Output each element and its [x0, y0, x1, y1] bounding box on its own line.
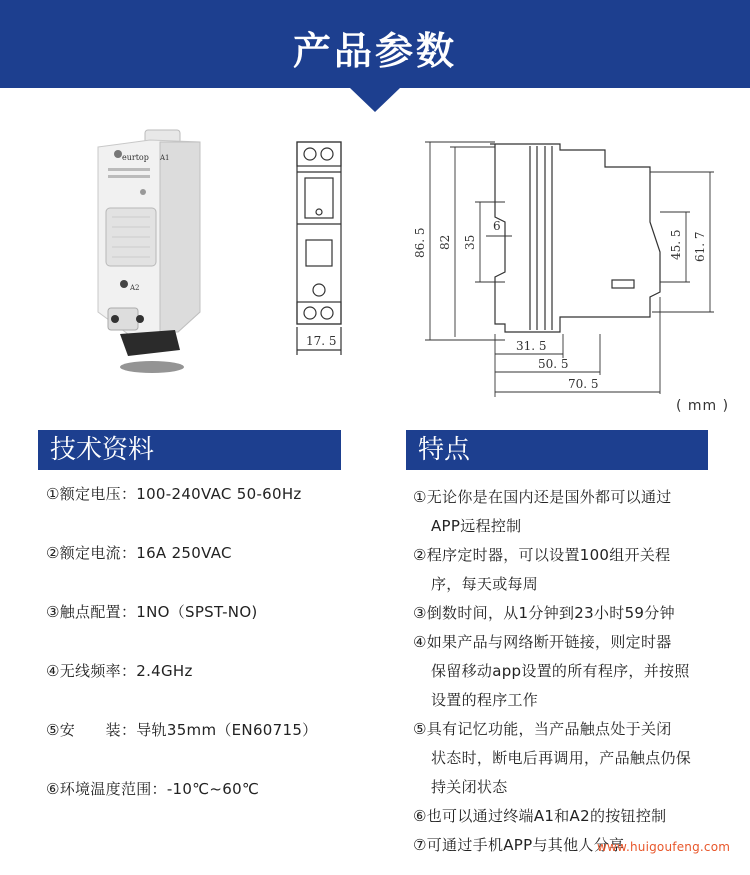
dim-depth-3: 70. 5 — [568, 377, 599, 391]
feature-item — [413, 599, 743, 628]
header-banner — [0, 0, 750, 88]
features-heading: 特点 — [406, 430, 708, 470]
dim-top-height: 61. 7 — [693, 231, 707, 262]
tech-heading: 技术资料 — [38, 430, 341, 470]
feature-line: ④如果产品与网络断开链接，则定时器 — [413, 633, 672, 651]
side-view — [490, 144, 660, 332]
product-brand: eurtop — [122, 153, 149, 162]
feature-item — [413, 715, 743, 802]
feature-line: APP远程控制 — [431, 517, 522, 535]
feature-line: ⑦可通过手机APP与其他人分享 — [413, 836, 625, 854]
feature-item — [413, 802, 743, 831]
front-width-label: 17. 5 — [306, 334, 337, 348]
feature-list — [413, 483, 743, 860]
dim-rail-height: 35 — [463, 234, 477, 250]
dim-depth-2: 50. 5 — [538, 357, 569, 371]
unit-label: ( mm ) — [676, 398, 730, 414]
feature-line: ②程序定时器，可以设置100组开关程 — [413, 546, 671, 564]
dimension-lines — [425, 142, 714, 397]
product-label-a1: A1 — [160, 154, 170, 162]
page-title: 产品参数 — [292, 29, 457, 73]
spec-item: ④无线频率：2.4GHz — [46, 662, 193, 680]
feature-line: 序，每天或每周 — [431, 575, 539, 593]
feature-line: ⑤具有记忆功能，当产品触点处于关闭 — [413, 720, 672, 738]
feature-line: ①无论你是在国内还是国外都可以通过 — [413, 488, 672, 506]
feature-line: 设置的程序工作 — [431, 691, 539, 709]
dim-total-height: 86. 5 — [413, 227, 427, 258]
spec-item: ①额定电压：100-240VAC 50-60Hz — [46, 485, 302, 503]
feature-line: 持关闭状态 — [431, 778, 508, 796]
banner-pointer — [350, 88, 400, 112]
dimension-drawing — [0, 112, 750, 422]
product-label-a2: A2 — [130, 284, 140, 292]
feature-line: 状态时，断电后再调用，产品触点仍保 — [431, 749, 692, 767]
feature-item — [413, 628, 743, 715]
tech-spec-list — [46, 483, 366, 837]
feature-item — [413, 541, 743, 599]
feature-line: ③倒数时间，从1分钟到23小时59分钟 — [413, 604, 675, 622]
dim-step-height: 45. 5 — [669, 229, 683, 260]
watermark: www.huigoufeng.com — [597, 840, 731, 854]
dim-body-height: 82 — [438, 234, 452, 250]
spec-item: ⑥环境温度范围：-10℃~60℃ — [46, 780, 260, 798]
product-photo — [98, 130, 200, 373]
spec-item: ②额定电流：16A 250VAC — [46, 544, 232, 562]
front-view — [297, 142, 341, 355]
feature-line: ⑥也可以通过终端A1和A2的按钮控制 — [413, 807, 667, 825]
dim-depth-1: 31. 5 — [516, 339, 547, 353]
spec-item: ⑤安 装：导轨35mm（EN60715） — [46, 721, 318, 739]
feature-item — [413, 483, 743, 541]
feature-line: 保留移动app设置的所有程序，并按照 — [431, 662, 690, 680]
dim-rail-depth: 6 — [493, 219, 501, 233]
spec-item: ③触点配置：1NO（SPST-NO) — [46, 603, 258, 621]
